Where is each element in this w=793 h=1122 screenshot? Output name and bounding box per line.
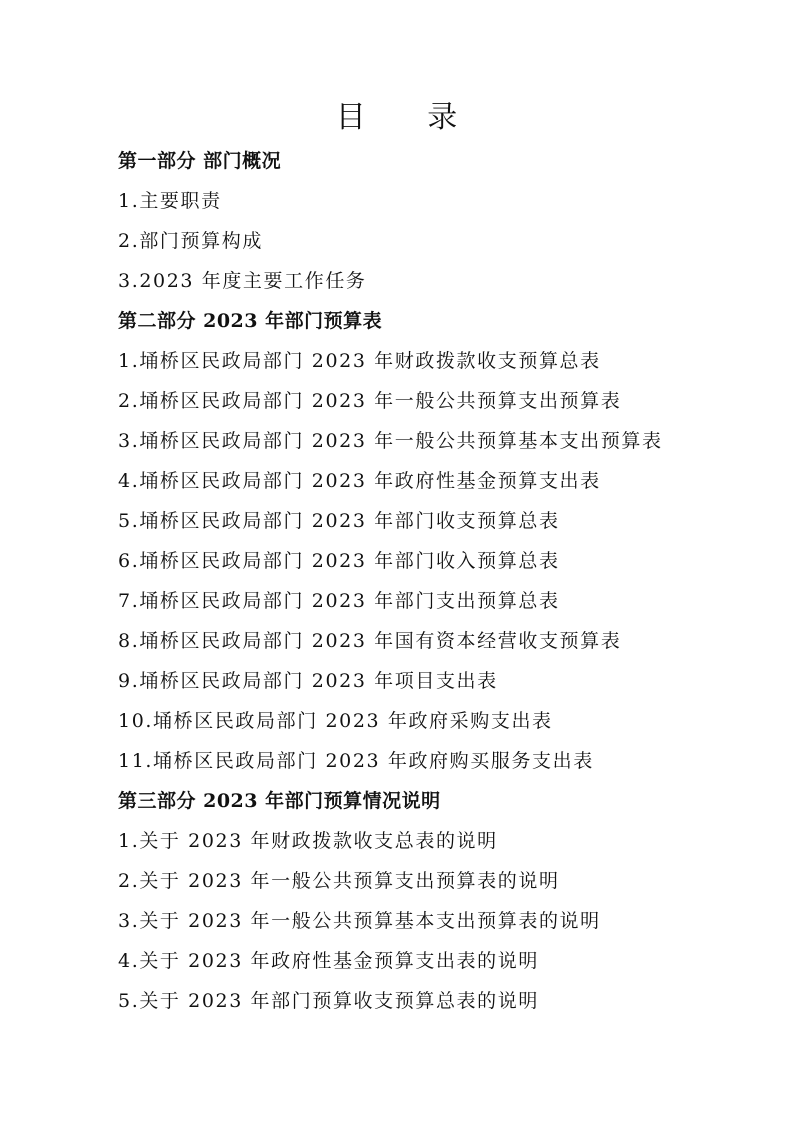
toc-item: 1.主要职责	[118, 190, 222, 212]
table-of-contents	[118, 141, 758, 1021]
toc-item: 3.2023 年度主要工作任务	[118, 270, 367, 292]
toc-item: 2.关于 2023 年一般公共预算支出预算表的说明	[118, 870, 560, 892]
toc-item: 3.关于 2023 年一般公共预算基本支出预算表的说明	[118, 910, 601, 932]
toc-section-heading: 第二部分 2023 年部门预算表	[118, 310, 383, 332]
toc-item: 3.埇桥区民政局部门 2023 年一般公共预算基本支出预算表	[118, 430, 663, 452]
toc-item: 5.关于 2023 年部门预算收支预算总表的说明	[118, 990, 539, 1012]
page-title: 目 录	[335, 100, 484, 135]
toc-item: 1.关于 2023 年财政拨款收支总表的说明	[118, 830, 498, 852]
toc-item: 4.埇桥区民政局部门 2023 年政府性基金预算支出表	[118, 470, 601, 492]
toc-item: 4.关于 2023 年政府性基金预算支出表的说明	[118, 950, 539, 972]
toc-item: 2.部门预算构成	[118, 230, 263, 252]
toc-section-heading: 第三部分 2023 年部门预算情况说明	[118, 790, 441, 812]
toc-item: 2.埇桥区民政局部门 2023 年一般公共预算支出预算表	[118, 390, 622, 412]
toc-item: 1.埇桥区民政局部门 2023 年财政拨款收支预算总表	[118, 350, 601, 372]
toc-item: 10.埇桥区民政局部门 2023 年政府采购支出表	[118, 710, 553, 732]
toc-item: 7.埇桥区民政局部门 2023 年部门支出预算总表	[118, 590, 560, 612]
toc-item: 6.埇桥区民政局部门 2023 年部门收入预算总表	[118, 550, 560, 572]
toc-item: 11.埇桥区民政局部门 2023 年政府购买服务支出表	[118, 750, 594, 772]
toc-section-heading: 第一部分 部门概况	[118, 150, 282, 172]
toc-item: 9.埇桥区民政局部门 2023 年项目支出表	[118, 670, 498, 692]
toc-item: 5.埇桥区民政局部门 2023 年部门收支预算总表	[118, 510, 560, 532]
toc-item: 8.埇桥区民政局部门 2023 年国有资本经营收支预算表	[118, 630, 622, 652]
